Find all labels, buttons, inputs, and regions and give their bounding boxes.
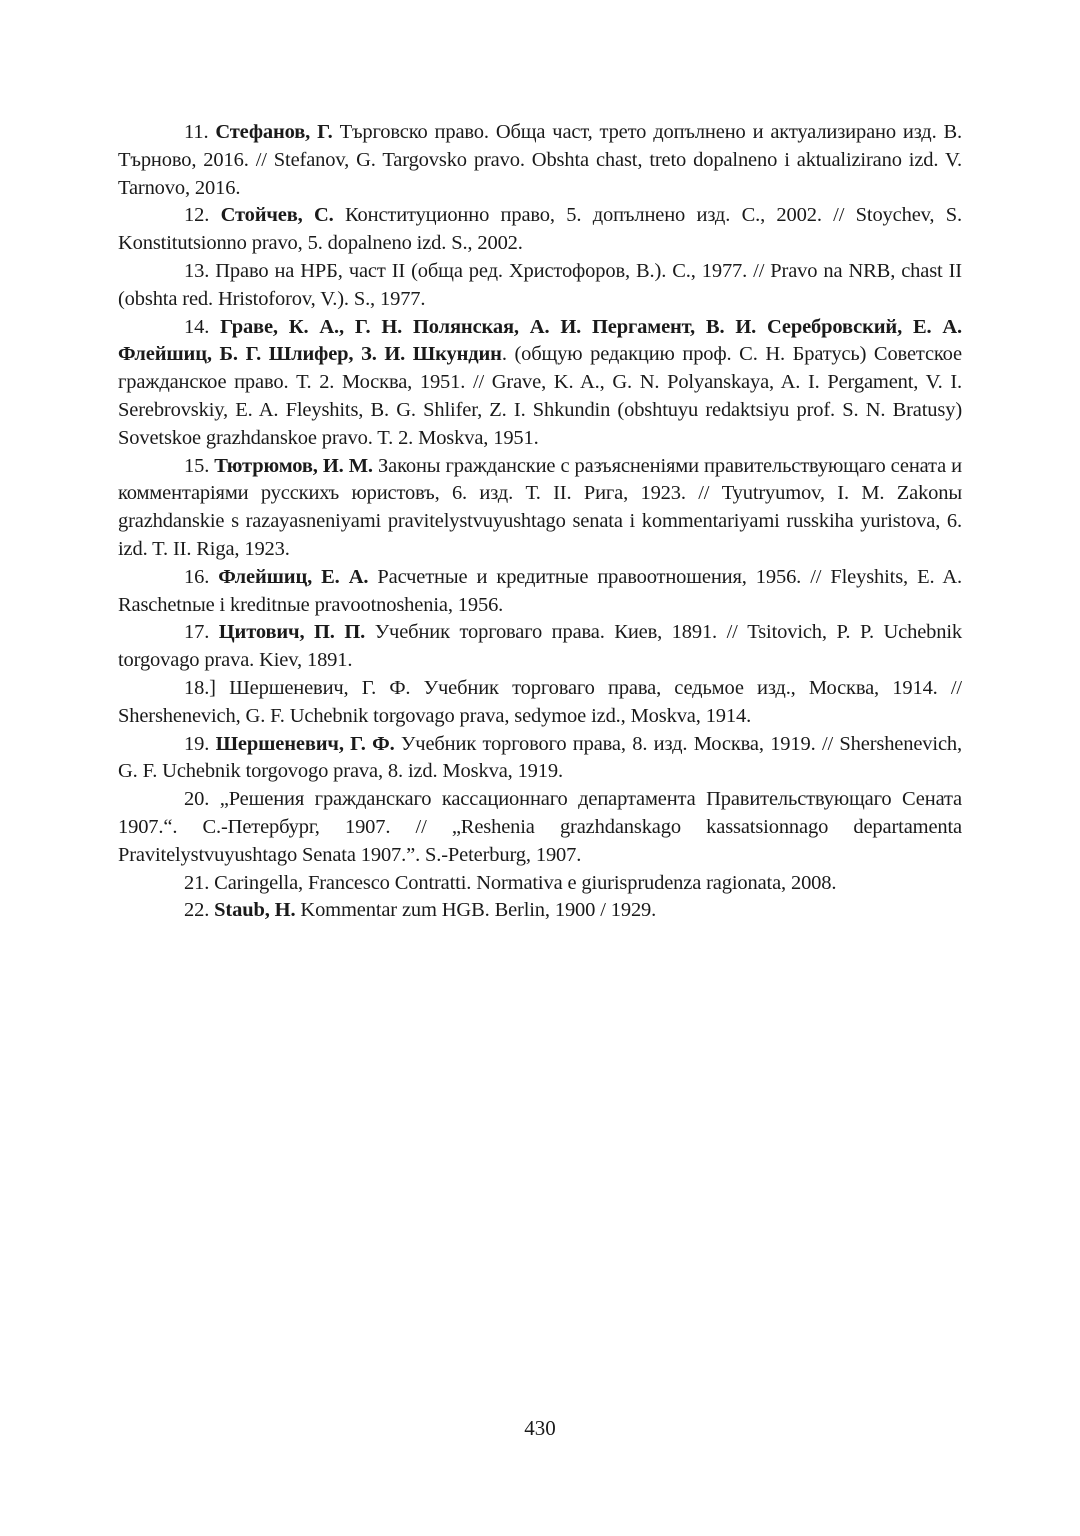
reference-author: Staub, H. xyxy=(214,899,296,922)
reference-item xyxy=(118,564,962,620)
reference-item xyxy=(118,731,962,787)
reference-author: Цитович, П. П. xyxy=(218,621,366,644)
reference-item xyxy=(118,119,962,202)
reference-author: Тютрюмов, И. М. xyxy=(214,454,373,477)
reference-text: . (общую редакцию проф. С. Н. Братусь) Советское гражданское право. Т. 2. Москва, 1951. // Grave, K. A., G. N. Polyanskaya, A. I. Pergament, V. I. Serebrovskiy, E. A. Fleyshits, B. G. Shlifer, Z. I. Shkundin (obshtuyu redaktsiyu prof. S. N. Bratusy) Sovetskoe grazhdanskoe pravo. T. 2. Moskva, 1951. xyxy=(118,343,962,449)
page-number: 430 xyxy=(524,1416,556,1440)
reference-number: 20. xyxy=(184,788,210,811)
reference-number: 16. xyxy=(184,565,210,588)
reference-number: 11. xyxy=(184,121,209,143)
reference-author: Флейшиц, Е. А. xyxy=(218,565,369,588)
reference-text: Законы гражданские с разъясненіями правительствующаго сената и комментаріями русскихъ юристовъ, 6. изд. Т. II. Рига, 1923. // Tyutryumov, I. M. Zakonы grazhdanskie s razayasneniyami pravitelystvuyushtago senata i kommentariyami russkiha yuristova, 6. izd. T. II. Riga, 1923. xyxy=(118,454,962,560)
reference-text: Шершеневич, Г. Ф. Учебник торговаго права, седьмое изд., Москва, 1914. // Shershenevich, G. F. Uchebnik torgovago prava, sedymoe izd., Moskva, 1914. xyxy=(118,676,962,727)
reference-author: Граве, К. А., Г. Н. Полянская, А. И. Пергамент, В. И. Серебровский, Е. А. Флейшиц, Б. Г. Шлифер, З. И. Шкундин xyxy=(118,315,962,366)
reference-item xyxy=(118,675,962,731)
reference-item xyxy=(118,258,962,314)
reference-text: Учебник торговаго права. Киев, 1891. // Tsitovich, P. P. Uchebnik torgovago prava. Kiev, 1891. xyxy=(118,621,962,672)
reference-number: 18.] xyxy=(184,676,216,699)
reference-number: 22. xyxy=(184,899,210,922)
reference-item xyxy=(118,202,962,258)
reference-text: Caringella, Francesco Contratti. Normativa e giurisprudenza ragionata, 2008. xyxy=(214,871,837,894)
reference-list xyxy=(118,119,962,925)
reference-item xyxy=(118,619,962,675)
reference-number: 17. xyxy=(184,621,210,644)
reference-text: Расчетные и кредитные правоотношения, 1956. // Fleyshits, E. A. Raschetnыe i kreditnыe pravootnoshenia, 1956. xyxy=(118,565,962,616)
reference-text: Kommentar zum HGB. Berlin, 1900 / 1929. xyxy=(300,899,657,922)
reference-text: Учебник торгового права, 8. изд. Москва, 1919. // Shershenevich, G. F. Uchebnik torgovogo prava, 8. izd. Moskva, 1919. xyxy=(118,732,962,783)
reference-author: Шершеневич, Г. Ф. xyxy=(215,732,395,755)
reference-text: „Решения гражданскаго кассационнаго департамента Правительствующаго Сената 1907.“. С.-Петербург, 1907. // „Reshenia grazhdanskago kassatsionnago departamenta Pravitelystvuyushtago Senata 1907.”. S.-Peterburg, 1907. xyxy=(118,788,962,866)
reference-item xyxy=(118,786,962,869)
reference-item xyxy=(118,870,962,898)
reference-item xyxy=(118,897,962,925)
reference-number: 14. xyxy=(184,315,210,338)
reference-number: 12. xyxy=(184,204,210,227)
reference-item xyxy=(118,453,962,564)
reference-number: 13. xyxy=(184,259,210,282)
reference-number: 21. xyxy=(184,871,210,894)
reference-text: Конституционно право, 5. допълнено изд. С., 2002. // Stoychev, S. Konstitutsionno pravo, 5. dopalneno izd. S., 2002. xyxy=(118,204,963,255)
reference-author: Стефанов, Г. xyxy=(215,121,333,143)
reference-item xyxy=(118,314,962,453)
reference-author: Стойчев, С. xyxy=(220,204,334,227)
reference-text: Търговско право. Обща част, трето допълнено и актуализирано изд. В. Търново, 2016. // Stefanov, G. Targovsko pravo. Obshta chast, treto dopalneno i aktualizirano izd. V. Tarnovo, 2016. xyxy=(118,121,962,199)
reference-number: 15. xyxy=(184,454,210,477)
reference-text: Право на НРБ, част II (обща ред. Христофоров, В.). С., 1977. // Pravo na NRB, chast II (obshta red. Hristoforov, V.). S., 1977. xyxy=(118,259,962,310)
reference-number: 19. xyxy=(184,732,210,755)
